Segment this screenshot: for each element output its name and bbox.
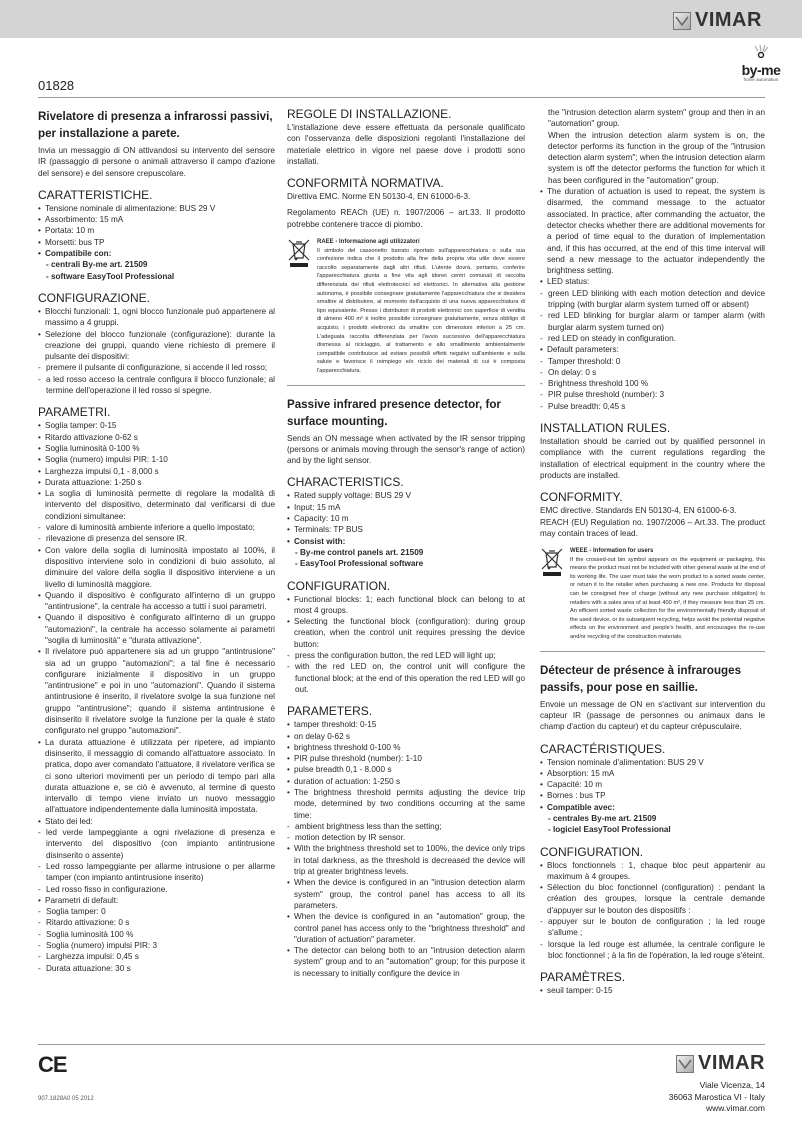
section-heading: CONFIGURATION. (287, 578, 391, 593)
paragraph: the "intrusion detection alarm system" group and then in an "automation" group. (548, 108, 765, 129)
section-title: Passive infrared presence detector, for surface mounting. (287, 397, 501, 428)
bullet-item: • Stato dei led: (38, 816, 275, 827)
bullet-item: • Functional blocks: 1; each functional block can belong to at most 4 groups. (287, 594, 525, 617)
dash-item: - Ritardo attivazione: 0 s (38, 917, 275, 928)
bullet-item: • Parametri di default: (38, 895, 275, 906)
bullet-item: • Selecting the functional block (configuration): during group creation, when the control unit requires pressing the device button: (287, 616, 525, 650)
dash-item: - a led rosso acceso la centrale configura il blocco funzionale; al termine dell'operazione il led rosso si spegne. (38, 374, 275, 397)
dash-item: - On delay: 0 s (540, 367, 765, 378)
bullet-item: • With the brightness threshold set to 100%, the device only trips in total darkness, as the threshold is decreased the device will trip at greater brightness levels. (287, 843, 525, 877)
dash-item: - rilevazione di presenza del sensore IR. (38, 533, 275, 544)
hand-icon (751, 44, 771, 58)
bullet-item: • Capacity: 10 m (287, 513, 525, 524)
disposal-notice-body (317, 238, 525, 376)
section-divider (540, 651, 765, 652)
bullet-item: • Input: 15 mA (287, 502, 525, 513)
bullet-item: • tamper threshold: 0-15 (287, 719, 525, 730)
disposal-notice (287, 238, 525, 376)
dash-item: - Soglia (numero) impulsi PIR: 3 (38, 940, 275, 951)
bullet-item: • The detector can belong both to an "intrusion detection alarm system" group and to an "automation" group; for this purpose it is necessary to initially configure the device in (287, 945, 525, 979)
vimar-logo (673, 9, 762, 32)
bullet-item: • LED status: (540, 276, 765, 287)
section-heading: INSTALLATION RULES. (540, 421, 671, 436)
product-code: 01828 (38, 78, 75, 93)
section-heading: CONFIGURATION. (540, 844, 644, 859)
sub-item: - centrali By-me art. 21509 (46, 260, 148, 270)
bullet-item: • Selezione del blocco funzionale (configurazione): durante la creazione dei gruppi, quando viene richiesto di premere il pulsante dei dispositivi: (38, 329, 275, 363)
bullet-item: • Quando il dispositivo è configurato all'interno di un gruppo "antintrusione", la centrale ha accesso a tutti i suoi parametri. (38, 590, 275, 613)
bullet-item: • Soglia luminosità 0-100 % (38, 443, 275, 454)
disposal-notice-title: RAEE - Informazione agli utilizzatori (317, 239, 420, 246)
section-divider (287, 385, 525, 386)
bullet-item: • Tensione nominale di alimentazione: BUS 29 V (38, 203, 275, 214)
paragraph: REACH (EU) Regulation no. 1907/2006 – Art.33. The product may contain traces of lead. (540, 517, 765, 538)
bullet-item: • La durata attuazione è utilizzata per ripetere, ad impianto disinserito, il messaggio di comando all'attuatore associato. In pratica, dopo aver comandato l'attuatore, il rivelatore verifica se ci sono ulteriori movimenti per un periodo di tempo pari alla durata attuazione e, se ciò è avvenuto, al termine di questo intervallo di tempo viene inviato un nuovo messaggio all'attuatore indipendentemente dalla luminosità impostata. (38, 737, 275, 816)
bullet-item: • brightness threshold 0-100 % (287, 742, 525, 753)
dash-item: - with the red LED on, the control unit will configure the functional block; at the end of this operation the red LED will go out. (287, 661, 525, 695)
dash-item: - appuyer sur le bouton de configuration ; la led rouge s'allume ; (540, 916, 765, 939)
column-italian (38, 107, 275, 974)
bullet-item: • Durata attuazione: 1-250 s (38, 477, 275, 488)
vimar-logo-icon (673, 12, 691, 30)
section-heading: CONFIGURAZIONE. (38, 290, 151, 305)
paragraph: L'installazione deve essere effettuata da personale qualificato con l'osservanza delle disposizioni regolanti l'installazione del materiale elettrico in vigore nel paese dove i prodotti sono installati. (287, 123, 525, 166)
section-heading: PARAMETRI. (38, 405, 111, 420)
company-address (669, 1080, 765, 1115)
section-heading: CHARACTERISTICS. (287, 475, 404, 490)
bullet-item: • pulse breadth 0,1 - 8.000 s (287, 764, 525, 775)
bullet-item: • Terminals: TP BUS (287, 524, 525, 535)
bullet-item: • Absorption: 15 mA (540, 768, 765, 779)
bullet-item: • When the device is configured in an "automation" group, the control panel has access only to the "brightness threshold" and "duration of actuation" parameter. (287, 911, 525, 945)
section-heading: CONFORMITY. (540, 490, 623, 505)
header-divider (38, 97, 765, 98)
bullet-item: • Default parameters: (540, 344, 765, 355)
dash-item: - red LED on steady in configuration. (540, 333, 765, 344)
bullet-item: • Assorbimento: 15 mA (38, 214, 275, 225)
disposal-notice-text: If the crossed-out bin symbol appears on the equipment or packaging, this means the product must not be included with other general waste at the end of its working life. The user must take the worn product to a sorted waste center, or return it to the retailer when purchasing a new one. Products for disposal can be consigned free of charge (without any new purchase obligation) to retailers with a sales area of at least 400 m², if they measure less than 25 cm. An efficient sorted waste collection for the environmentally friendly disposal of the used device, or its subsequent recycling, helps avoid the potential negative effects on the environment and people's health, and encourages the re-use and/or recycling of the construction materials. (570, 556, 765, 641)
paragraph: When the intrusion detection alarm system is on, the detector performs its function in the group of the "intrusion detection alarm system"; when the intrusion detection alarm system is off the detector performs the function for which it has been configured in the "automation" group. (548, 130, 765, 185)
bullet-item: • seuil tamper: 0-15 (540, 985, 765, 996)
sub-item: - EasyTool Professional software (295, 559, 424, 569)
dash-item: - Durata attuazione: 30 s (38, 963, 275, 974)
disposal-notice (540, 547, 765, 642)
dash-item: - Tamper threshold: 0 (540, 356, 765, 367)
dash-item: - Brightness threshold 100 % (540, 378, 765, 389)
disposal-notice-body (570, 547, 765, 642)
bullet-item: • Con valore della soglia di luminosità impostato al 100%, il dispositivo interviene solo in condizioni di buio assoluto, al diminuire del valore della soglia il dispositivo interviene a un livello di luminosità maggiore. (38, 545, 275, 590)
bullet-item: • Quando il dispositivo è configurato all'interno di un gruppo "automazioni", la centrale ha accesso solamente ai parametri "soglia di luminosità" e "durata attivazione". (38, 612, 275, 646)
bullet-item: • Consist with: (287, 536, 525, 547)
section-heading: CARATTERISTICHE. (38, 187, 153, 202)
section-heading: PARAMÈTRES. (540, 970, 626, 985)
paragraph: Invia un messaggio di ON attivandosi su intervento del sensore IR (passaggio di persone o animali attraverso il campo d'azione del sensore) e del sensore crepuscolare. (38, 146, 275, 178)
bullet-item: • Bornes : bus TP (540, 790, 765, 801)
bullet-item: • When the device is configured in an "intrusion detection alarm system" group, the control panel has access to all its parameters. (287, 877, 525, 911)
document-code: 907.1828A0 05 2012 (38, 1096, 94, 1102)
dash-item: - Led rosso fisso in configurazione. (38, 884, 275, 895)
dash-item: - valore di luminosità ambiente inferiore a quello impostato; (38, 522, 275, 533)
dash-item: - green LED blinking with each motion detection and device tripping (with burglar alarm system turned off or absent) (540, 288, 765, 311)
bullet-item: • Larghezza impulsi 0,1 - 8,000 s (38, 466, 275, 477)
section-heading: CARACTÉRISTIQUES. (540, 741, 666, 756)
dash-item: - press the configuration button, the red LED will light up; (287, 650, 525, 661)
dash-item: - Led rosso lampeggiante per allarme intrusione o per allarme tamper (con impianto antintrusione inserito) (38, 861, 275, 884)
dash-item: - Soglia tamper: 0 (38, 906, 275, 917)
paragraph: Sends an ON message when activated by the IR sensor tripping (persons or animals moving through the sensor's range of action) and by the light sensor. (287, 433, 525, 466)
bullet-item: • PIR pulse threshold (number): 1-10 (287, 753, 525, 764)
sub-item: - logiciel EasyTool Professional (548, 825, 671, 835)
vimar-logo-icon (676, 1055, 694, 1073)
address-city: 36063 Marostica VI - Italy (668, 1091, 765, 1102)
section-title: Rivelatore di presenza a infrarossi passivi, per installazione a parete. (38, 110, 273, 140)
section-title: Détecteur de présence à infrarouges passifs, pour pose en saillie. (540, 663, 742, 694)
byme-logo (736, 44, 786, 83)
bullet-item: • La soglia di luminosità permette di regolare la modalità di intervento del dispositivo, determinato dal verificarsi di due condizioni simultanee: (38, 488, 275, 522)
dash-item: - motion detection by IR sensor. (287, 832, 525, 843)
website-link[interactable]: www.vimar.com (705, 1103, 765, 1113)
dash-item: - PIR pulse threshold (number): 3 (540, 389, 765, 400)
bullet-item: • on delay 0-62 s (287, 731, 525, 742)
section-heading: PARAMETERS. (287, 704, 373, 719)
section-heading: CONFORMITÀ NORMATIVA. (287, 176, 444, 191)
dash-item: - red LED blinking for burglar alarm or tamper alarm (with burglar alarm system turned on) (540, 310, 765, 333)
paragraph: EMC directive. Standards EN 50130-4, EN 61000-6-3. (540, 506, 737, 516)
dash-item: - Larghezza impulsi: 0,45 s (38, 951, 275, 962)
bullet-item: • Compatibile con: (38, 248, 275, 259)
dash-item: - Pulse breadth: 0,45 s (540, 401, 765, 412)
footer-vimar-brand: VIMAR (698, 1052, 765, 1074)
sub-item: - By-me control panels art. 21509 (295, 547, 424, 557)
ce-mark: CE (38, 1052, 67, 1077)
bullet-item: • Blocs fonctionnels : 1, chaque bloc peut appartenir au maximum à 4 groupes. (540, 860, 765, 883)
disposal-notice-title: WEEE - Information for users (570, 548, 654, 555)
column-italian-english (287, 107, 525, 979)
bullet-item: • Morsetti: bus TP (38, 237, 275, 248)
byme-tagline: home automation (743, 77, 779, 82)
bullet-item: • Tension nominale d'alimentation: BUS 29 V (540, 757, 765, 768)
byme-brand: by-me (741, 62, 781, 78)
footer-divider (38, 1044, 765, 1045)
bullet-item: • The brightness threshold permits adjusting the device trip mode, determined by two conditions occurring at the same time: (287, 787, 525, 821)
bullet-item: • Il rivelatore può appartenere sia ad un gruppo "antintrusione" sia ad un gruppo "automazioni"; a tal fine è necessario configurare inizialmente il dispositivo in un gruppo "antintrusione" e poi in uno "automazioni". Quando il sistema antintrusione è inserito, il rivelatore svolge la sua funzione nel gruppo "antintrusione"; quando il sistema antintrusione è disinserito il rivelatore svolge la funzione per la quale è stato configurato nel gruppo "automazioni". (38, 646, 275, 736)
bullet-item: • duration of actuation: 1-250 s (287, 776, 525, 787)
bullet-item: • Rated supply voltage: BUS 29 V (287, 490, 525, 501)
address-street: Viale Vicenza, 14 (699, 1080, 765, 1090)
footer-vimar-logo (676, 1052, 765, 1075)
dash-item: - ambient brightness less than the setting; (287, 821, 525, 832)
paragraph: Direttiva EMC. Norme EN 50130-4, EN 61000-6-3. (287, 192, 471, 202)
sub-item: - centrales By-me art. 21509 (548, 814, 657, 823)
dash-item: - led verde lampeggiante a ogni rivelazione di presenza e intervento del dispositivo (con impianto antintrusione disinserito o assente) (38, 827, 275, 861)
dash-item: - Soglia luminosità 100 % (38, 929, 275, 940)
sub-item: - software EasyTool Professional (46, 271, 175, 281)
vimar-brand: VIMAR (695, 9, 762, 31)
paragraph: Envoie un message de ON en s'activant sur intervention du capteur IR (passage de personnes ou animaux dans le champ d'action du capteur) et du capteur crépusculaire. (540, 699, 765, 732)
bullet-item: • Soglia (numero) impulsi PIR: 1-10 (38, 454, 275, 465)
column-english-french (540, 107, 765, 997)
bullet-item: • Sélection du bloc fonctionnel (configuration) : pendant la création des groupes, lorsque la centrale demande d'appuyer sur le bouton des dispositifs : (540, 882, 765, 916)
disposal-notice-text: Il simbolo del cassonetto barrato riportato sull'apparecchiatura o sulla sua confezione indica che il prodotto alla fine della propria vita utile deve essere raccolto separatamente dagli altri rifiuti. L'utente dovrà, pertanto, conferire l'apparecchiatura giunta a fine vita agli idonei centri comunali di raccolta differenziata dei rifiuti elettrotecnici ed elettronici. In alternativa alla gestione autonoma, è possibile consegnare gratuitamente l'apparecchiatura che si desidera smaltire al distributore, al momento dell'acquisto di una nuova apparecchiatura di tipo equivalente. Presso i distributori di prodotti elettronici con superficie di vendita di almeno 400 m² è inoltre possibile consegnare gratuitamente, senza obbligo di acquisto, i prodotti elettronici da smaltire con dimensioni inferiori a 25 cm. L'adeguata raccolta differenziata per l'avvio successivo dell'apparecchiatura dismessa al riciclaggio, al trattamento e allo smaltimento ambientalmente compatibile contribuisce ad evitare possibili effetti negativi sull'ambiente e sulla salute e favorisce il reimpiego e/o riciclo dei materiali di cui è composta l'apparecchiatura. (317, 247, 525, 374)
bullet-item: • Soglia tamper: 0-15 (38, 420, 275, 431)
bullet-item: • Capacité: 10 m (540, 779, 765, 790)
crossed-bin-icon (540, 547, 564, 642)
paragraph: Regolamento REACh (UE) n. 1907/2006 – art.33. Il prodotto potrebbe contenere tracce di piombo. (287, 208, 525, 229)
dash-item: - lorsque la led rouge est allumée, la centrale configure le bloc fonctionnel ; à la fin de l'opération, la led rouge s'éteint. (540, 939, 765, 962)
section-heading: REGOLE DI INSTALLAZIONE. (287, 107, 452, 121)
bullet-item: • Ritardo attivazione 0-62 s (38, 432, 275, 443)
paragraph: Installation should be carried out by qualified personnel in compliance with the current regulations regarding the installation of electrical equipment in the country where the products are installed. (540, 437, 765, 480)
bullet-item: • Compatible avec: (540, 802, 765, 813)
bullet-item: • Portata: 10 m (38, 225, 275, 236)
bullet-item: • The duration of actuation is used to repeat, the system is disarmed, the command message to the actuator associated. In practice, after commanding the actuator, the detector checks whether there are additional movements for a period of time equal to the duration of implementation and, if this has occurred, at the end of this time interval will send a new message to the actuator independently the brightness setting. (540, 186, 765, 276)
crossed-bin-icon (287, 238, 311, 376)
dash-item: - premere il pulsante di configurazione, si accende il led rosso; (38, 362, 275, 373)
bullet-item: • Blocchi funzionali: 1, ogni blocco funzionale può appartenere al massimo a 4 gruppi. (38, 306, 275, 329)
